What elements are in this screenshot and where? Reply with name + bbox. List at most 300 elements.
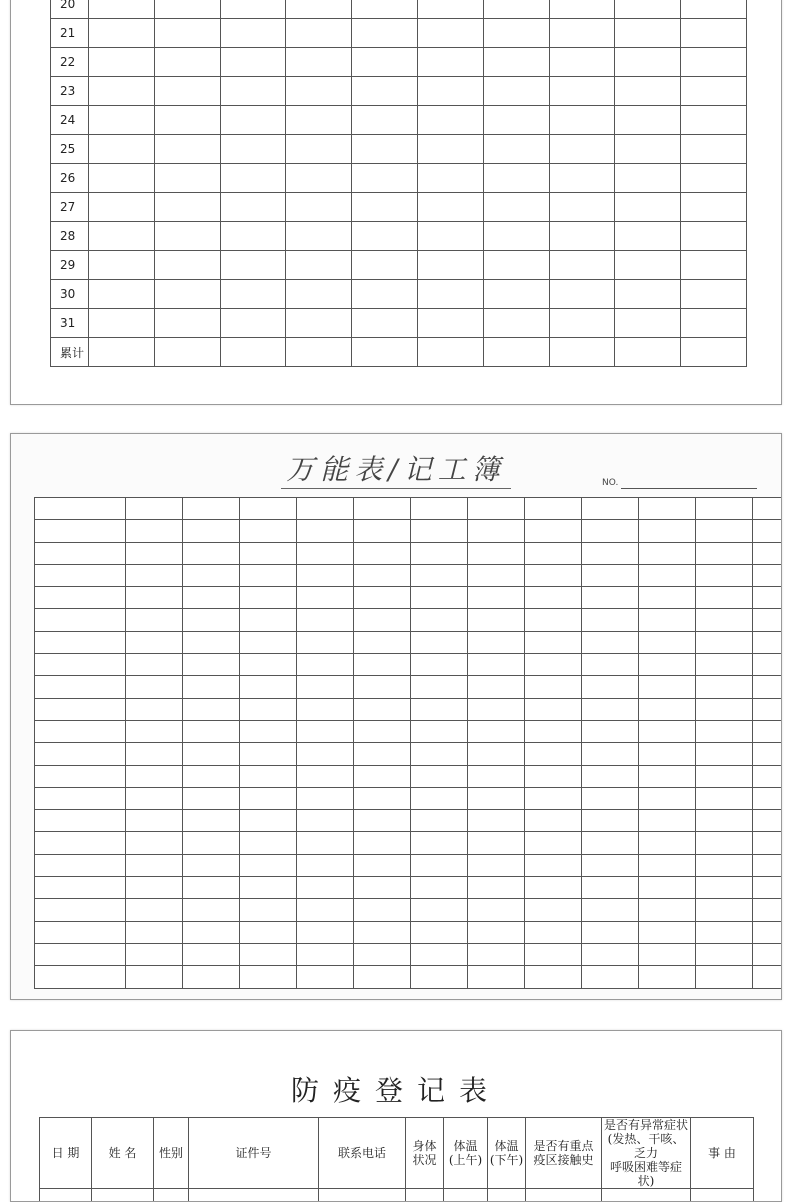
table-cell [696, 631, 753, 653]
table-cell [468, 564, 525, 586]
table-cell [696, 564, 753, 586]
table-cell [753, 720, 783, 742]
table-row [35, 765, 783, 787]
table-cell [220, 19, 286, 48]
table-cell [286, 164, 352, 193]
number-label: NO. [602, 478, 618, 488]
table-cell [468, 631, 525, 653]
table-cell [639, 654, 696, 676]
table-cell [582, 654, 639, 676]
table-cell [354, 542, 411, 564]
table-cell [525, 787, 582, 809]
table-row [35, 810, 783, 832]
table-row [35, 899, 783, 921]
table-cell [525, 832, 582, 854]
table-row [51, 164, 747, 193]
table-cell [183, 966, 240, 988]
table-cell [352, 222, 418, 251]
table-cell [126, 520, 183, 542]
table-cell [696, 498, 753, 520]
table-cell [753, 654, 783, 676]
table-cell [126, 542, 183, 564]
table-cell [220, 338, 286, 367]
title-underline [281, 488, 511, 489]
row-label: 累计 [51, 338, 89, 367]
table-cell [696, 587, 753, 609]
universal-record-sheet [10, 433, 782, 1000]
header-contact-history: 是否有重点 疫区接触史 [526, 1118, 602, 1189]
table-cell [220, 251, 286, 280]
header-reason: 事 由 [691, 1118, 754, 1189]
table-cell [286, 135, 352, 164]
table-cell [525, 698, 582, 720]
table-cell [240, 654, 297, 676]
table-cell [126, 698, 183, 720]
table-cell [525, 542, 582, 564]
table-cell [615, 251, 681, 280]
table-row [35, 698, 783, 720]
table-cell [411, 921, 468, 943]
table-cell [418, 280, 484, 309]
table-cell [639, 676, 696, 698]
table-cell [468, 787, 525, 809]
table-cell [681, 106, 747, 135]
table-cell [753, 520, 783, 542]
universal-table [34, 497, 782, 989]
table-cell [468, 921, 525, 943]
table-cell [35, 966, 126, 988]
table-cell [639, 542, 696, 564]
table-cell [411, 609, 468, 631]
table-cell [418, 106, 484, 135]
table-cell [615, 135, 681, 164]
table-cell [240, 520, 297, 542]
table-cell [354, 943, 411, 965]
table-cell [89, 164, 155, 193]
table-cell [696, 743, 753, 765]
table-cell [183, 899, 240, 921]
table-cell [525, 899, 582, 921]
table-cell [468, 498, 525, 520]
table-cell [89, 135, 155, 164]
table-cell [525, 498, 582, 520]
row-label: 30 [51, 280, 89, 309]
table-cell [753, 587, 783, 609]
table-cell [154, 106, 220, 135]
table-cell [35, 943, 126, 965]
table-cell [411, 899, 468, 921]
table-cell [411, 877, 468, 899]
table-cell [468, 587, 525, 609]
table-cell [639, 899, 696, 921]
table-cell [418, 309, 484, 338]
table-cell [468, 542, 525, 564]
table-cell [639, 743, 696, 765]
table-cell [240, 765, 297, 787]
table-row [35, 564, 783, 586]
table-cell [183, 520, 240, 542]
table-cell [549, 48, 615, 77]
table-cell [468, 832, 525, 854]
table-cell [582, 943, 639, 965]
table-cell [549, 106, 615, 135]
table-cell [639, 698, 696, 720]
table-cell [297, 921, 354, 943]
table-cell [183, 921, 240, 943]
table-cell [468, 676, 525, 698]
table-cell [753, 631, 783, 653]
table-cell [696, 609, 753, 631]
table-cell [483, 135, 549, 164]
table-cell [549, 77, 615, 106]
table-row [35, 498, 783, 520]
table-row [35, 966, 783, 988]
table-cell [418, 222, 484, 251]
table-cell [183, 832, 240, 854]
table-cell [297, 698, 354, 720]
table-cell [154, 309, 220, 338]
table-row [35, 787, 783, 809]
table-cell [639, 966, 696, 988]
table-cell [753, 698, 783, 720]
table-cell [183, 631, 240, 653]
table-cell [549, 309, 615, 338]
table-cell [582, 743, 639, 765]
row-label: 21 [51, 19, 89, 48]
table-cell [220, 280, 286, 309]
table-cell [126, 498, 183, 520]
table-cell [582, 966, 639, 988]
row-label: 25 [51, 135, 89, 164]
table-cell [126, 832, 183, 854]
table-cell [286, 193, 352, 222]
table-cell [354, 787, 411, 809]
table-row [35, 587, 783, 609]
table-cell [483, 309, 549, 338]
table-cell [35, 787, 126, 809]
table-row [51, 77, 747, 106]
table-cell [696, 720, 753, 742]
table-cell [354, 587, 411, 609]
table-cell [220, 106, 286, 135]
table-cell [89, 280, 155, 309]
header-temp-pm: 体温 (下午) [488, 1118, 526, 1189]
table-cell [220, 222, 286, 251]
table-cell [126, 899, 183, 921]
table-cell [354, 921, 411, 943]
table-cell [483, 193, 549, 222]
table-cell [696, 877, 753, 899]
table-cell [183, 720, 240, 742]
table-cell [89, 106, 155, 135]
table-cell [525, 921, 582, 943]
row-label: 28 [51, 222, 89, 251]
table-cell [240, 564, 297, 586]
table-cell [615, 164, 681, 193]
table-cell [352, 0, 418, 19]
header-health: 身体 状况 [406, 1118, 444, 1189]
table-cell [753, 966, 783, 988]
table-cell [753, 787, 783, 809]
table-cell [549, 0, 615, 19]
table-cell [352, 193, 418, 222]
table-cell [297, 720, 354, 742]
header-id-number: 证件号 [189, 1118, 319, 1189]
table-cell [35, 520, 126, 542]
table-cell [681, 164, 747, 193]
table-cell [582, 542, 639, 564]
table-cell [240, 498, 297, 520]
table-cell [753, 943, 783, 965]
table-cell [154, 251, 220, 280]
table-cell [240, 943, 297, 965]
table-cell [525, 720, 582, 742]
table-cell [525, 765, 582, 787]
table-cell [753, 877, 783, 899]
table-cell [183, 810, 240, 832]
table-cell [411, 520, 468, 542]
table-cell [352, 106, 418, 135]
row-label: 26 [51, 164, 89, 193]
table-cell [753, 676, 783, 698]
table-cell [411, 966, 468, 988]
table-cell [126, 921, 183, 943]
table-cell [753, 921, 783, 943]
table-cell [89, 222, 155, 251]
table-cell [354, 765, 411, 787]
table-cell [286, 222, 352, 251]
table-cell [753, 765, 783, 787]
table-cell [411, 787, 468, 809]
table-row [51, 193, 747, 222]
table-cell [468, 765, 525, 787]
table-row [51, 19, 747, 48]
table-cell [418, 19, 484, 48]
table-cell [35, 631, 126, 653]
table-cell [220, 309, 286, 338]
table-cell [89, 309, 155, 338]
table-cell [35, 676, 126, 698]
table-row [35, 877, 783, 899]
table-cell [297, 498, 354, 520]
sheet-title: 万能表/记工簿 [11, 448, 781, 488]
table-cell [639, 520, 696, 542]
table-cell [582, 832, 639, 854]
table-cell [35, 609, 126, 631]
table-cell [549, 164, 615, 193]
table-cell [639, 787, 696, 809]
table-cell [468, 943, 525, 965]
table-cell [582, 810, 639, 832]
table-cell [89, 338, 155, 367]
table-cell [681, 251, 747, 280]
table-cell [220, 48, 286, 77]
table-cell [483, 0, 549, 19]
table-cell [753, 564, 783, 586]
table-cell [183, 609, 240, 631]
table-cell [240, 854, 297, 876]
table-cell [126, 854, 183, 876]
table-row [51, 309, 747, 338]
table-cell [240, 899, 297, 921]
table-cell [639, 720, 696, 742]
table-row [51, 135, 747, 164]
table-cell [297, 854, 354, 876]
table-cell [126, 676, 183, 698]
table-cell [525, 654, 582, 676]
table-cell [468, 743, 525, 765]
table-cell [297, 877, 354, 899]
table-cell [696, 832, 753, 854]
table-cell [297, 676, 354, 698]
table-cell [468, 810, 525, 832]
table-cell [154, 135, 220, 164]
table-cell [639, 587, 696, 609]
table-cell [468, 654, 525, 676]
epidemic-table [39, 1117, 754, 1202]
table-cell [354, 698, 411, 720]
table-cell [483, 77, 549, 106]
table-cell [126, 943, 183, 965]
table-cell [582, 631, 639, 653]
table-cell [297, 743, 354, 765]
table-cell [240, 966, 297, 988]
table-cell [696, 854, 753, 876]
table-row [35, 854, 783, 876]
table-cell [240, 877, 297, 899]
table-cell [286, 19, 352, 48]
table-cell [154, 164, 220, 193]
table-row [51, 280, 747, 309]
table-cell [525, 676, 582, 698]
table-cell [126, 877, 183, 899]
table-cell [126, 609, 183, 631]
table-cell [483, 222, 549, 251]
table-cell [126, 966, 183, 988]
table-cell [35, 720, 126, 742]
table-cell [183, 698, 240, 720]
table-cell [418, 164, 484, 193]
table-cell [582, 921, 639, 943]
table-cell [753, 498, 783, 520]
table-cell [483, 338, 549, 367]
table-cell [681, 19, 747, 48]
table-cell [126, 654, 183, 676]
table-cell [183, 765, 240, 787]
table-cell [354, 832, 411, 854]
table-cell [696, 810, 753, 832]
table-cell [411, 854, 468, 876]
table-cell [582, 698, 639, 720]
table-cell [525, 943, 582, 965]
table-cell [154, 48, 220, 77]
sheet-title: 防疫登记表 [11, 1069, 781, 1109]
table-cell [240, 743, 297, 765]
header-date: 日 期 [40, 1118, 92, 1189]
table-cell [696, 698, 753, 720]
table-cell [220, 0, 286, 19]
table-cell [696, 765, 753, 787]
table-cell [35, 765, 126, 787]
table-cell [35, 564, 126, 586]
table-cell [411, 654, 468, 676]
table-cell [582, 854, 639, 876]
table-cell [681, 135, 747, 164]
table-cell [411, 743, 468, 765]
header-temp-am: 体温 (上午) [444, 1118, 488, 1189]
table-cell [183, 654, 240, 676]
table-row [35, 542, 783, 564]
table-cell [183, 542, 240, 564]
ledger-sheet [10, 0, 782, 405]
table-cell [354, 743, 411, 765]
table-cell [525, 966, 582, 988]
table-cell [183, 787, 240, 809]
table-cell [297, 564, 354, 586]
table-cell [411, 765, 468, 787]
table-cell [418, 193, 484, 222]
row-label: 22 [51, 48, 89, 77]
table-cell [183, 587, 240, 609]
table-cell [35, 654, 126, 676]
row-label: 31 [51, 309, 89, 338]
table-cell [354, 966, 411, 988]
table-row [35, 520, 783, 542]
table-cell [418, 48, 484, 77]
table-row [51, 48, 747, 77]
table-cell [468, 966, 525, 988]
table-cell [525, 587, 582, 609]
table-cell [286, 106, 352, 135]
table-cell [286, 338, 352, 367]
table-cell [297, 943, 354, 965]
table-cell [411, 698, 468, 720]
table-row [51, 0, 747, 19]
table-cell [615, 193, 681, 222]
table-cell [35, 854, 126, 876]
table-cell [220, 193, 286, 222]
table-cell [582, 498, 639, 520]
table-cell [681, 222, 747, 251]
table-cell [615, 338, 681, 367]
table-cell [483, 280, 549, 309]
table-cell [240, 787, 297, 809]
table-cell [154, 193, 220, 222]
table-cell [411, 587, 468, 609]
table-cell [297, 587, 354, 609]
table-cell [220, 77, 286, 106]
table-cell [286, 0, 352, 19]
table-cell [753, 899, 783, 921]
table-cell [549, 280, 615, 309]
table-cell [411, 564, 468, 586]
table-cell [418, 338, 484, 367]
table-cell [681, 77, 747, 106]
table-cell [183, 564, 240, 586]
table-cell [582, 676, 639, 698]
table-row [40, 1189, 754, 1202]
table-cell [681, 48, 747, 77]
table-cell [126, 631, 183, 653]
table-cell [297, 609, 354, 631]
table-cell [154, 222, 220, 251]
table-cell [297, 899, 354, 921]
table-cell [418, 77, 484, 106]
table-row [51, 106, 747, 135]
table-cell [582, 587, 639, 609]
table-cell [639, 854, 696, 876]
table-cell [483, 251, 549, 280]
